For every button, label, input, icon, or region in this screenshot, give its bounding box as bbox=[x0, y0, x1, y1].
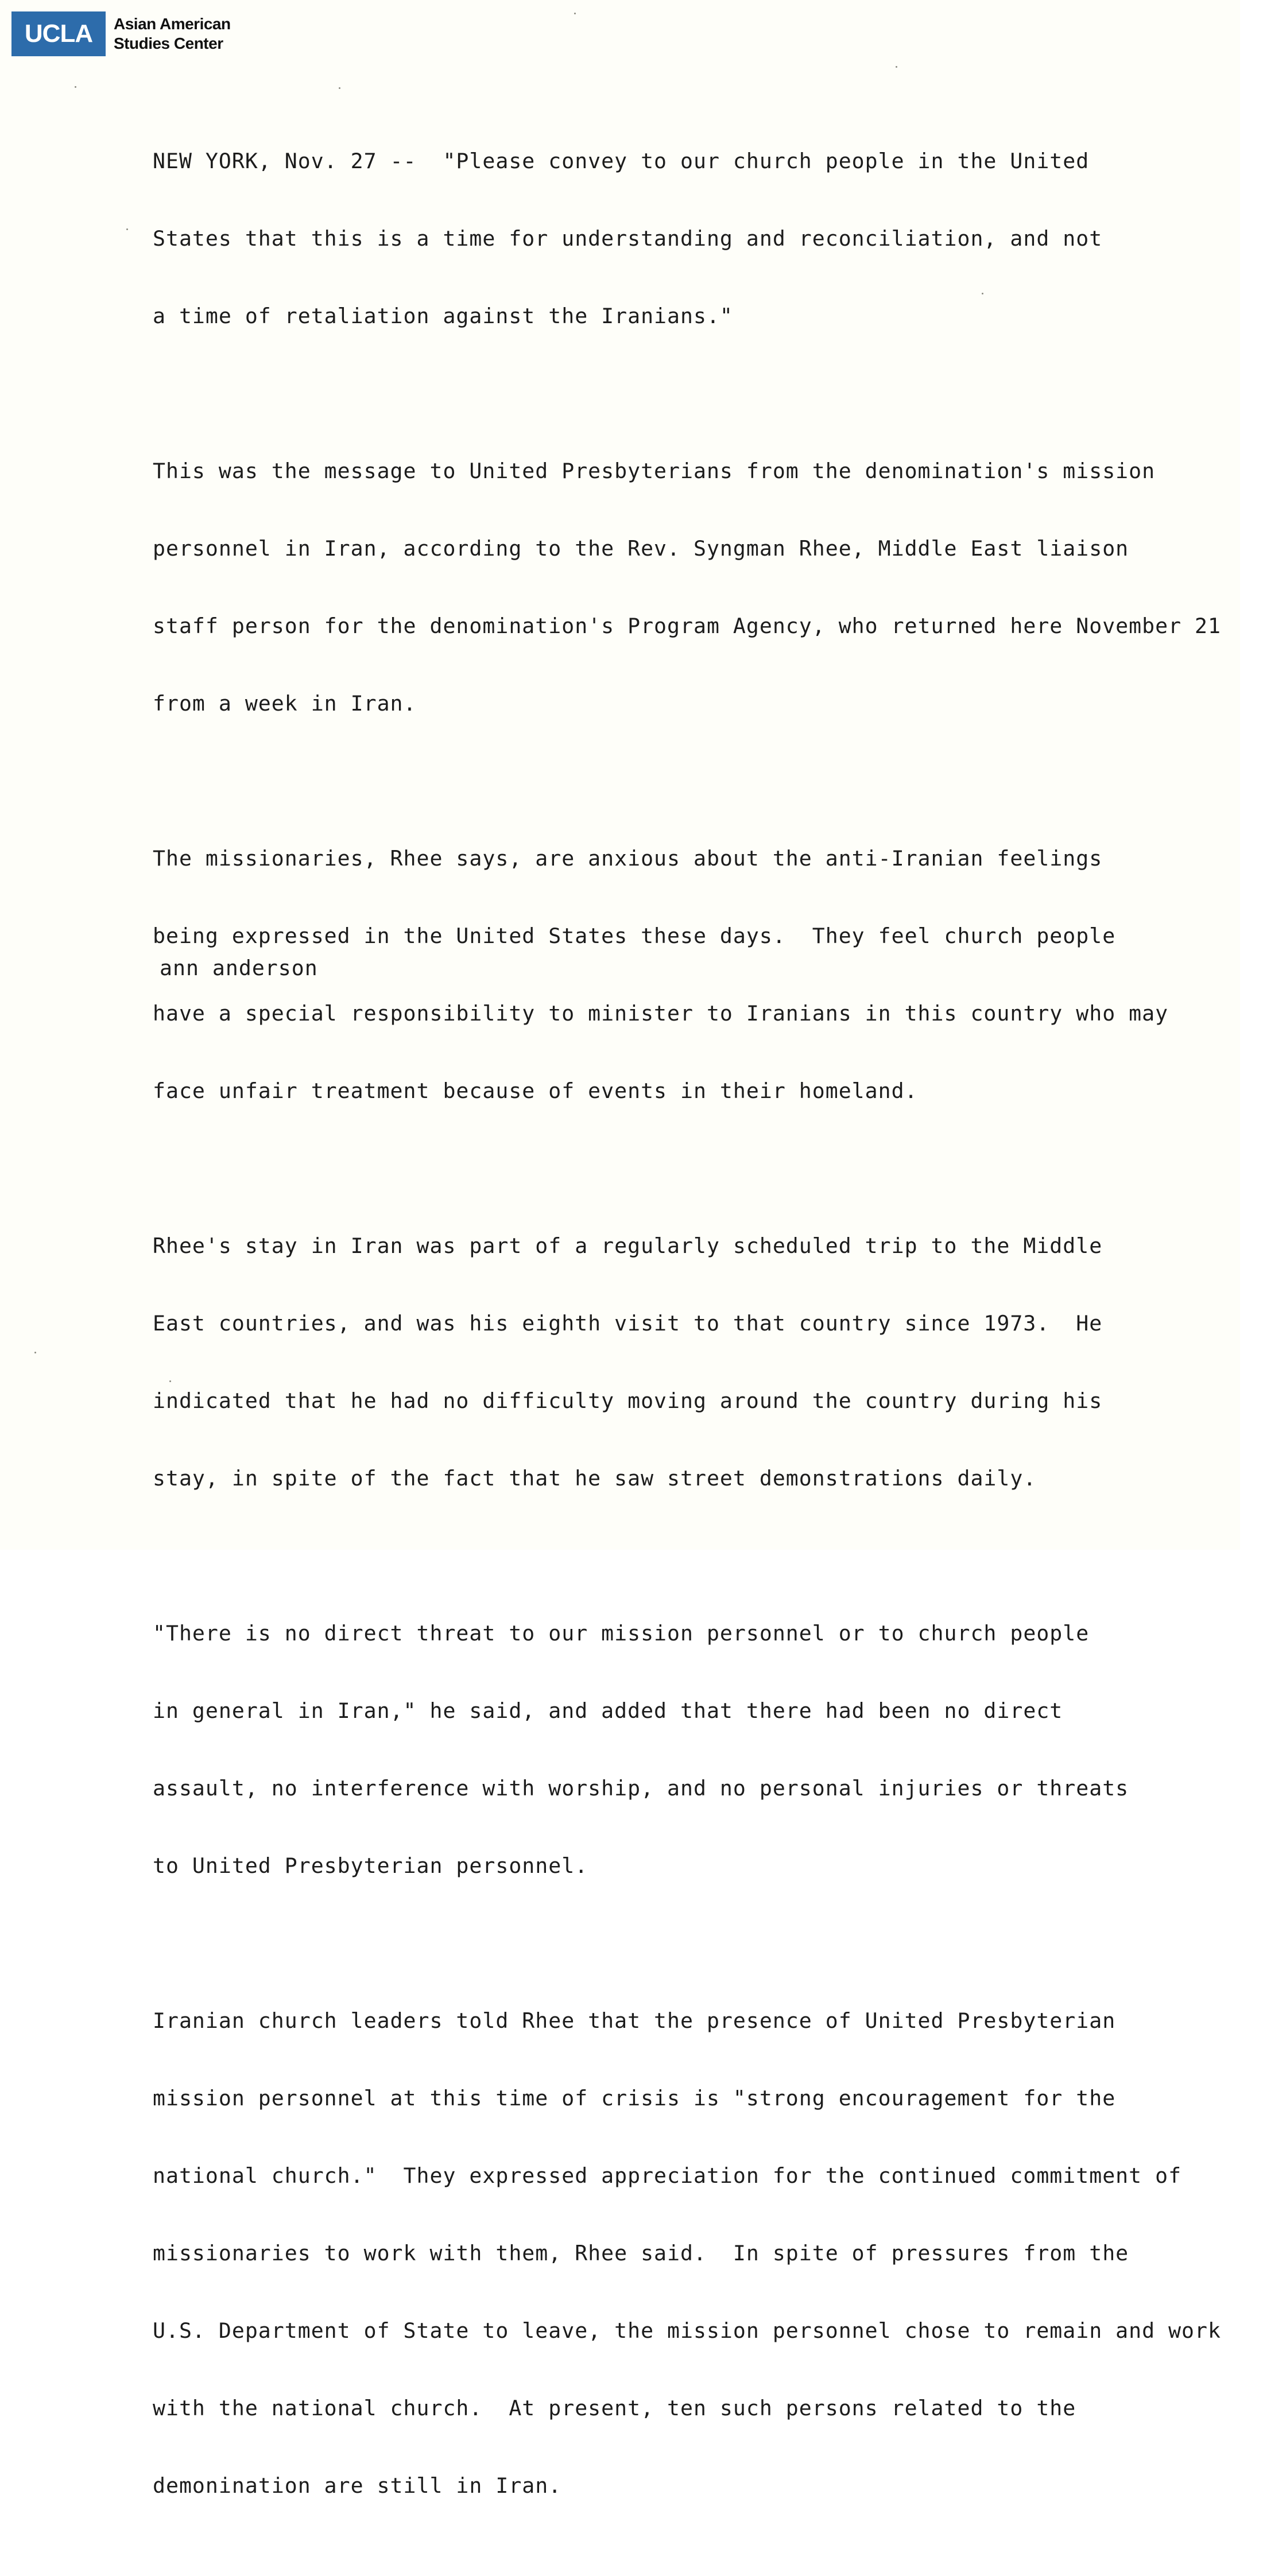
paper-speck bbox=[169, 1380, 171, 1382]
text-line: staff person for the denomination's Program Agency, who returned here November 21 bbox=[153, 614, 1221, 638]
text-line: from a week in Iran. bbox=[153, 691, 417, 716]
text-line: national church." They expressed appreciation for the continued commitment of bbox=[153, 2163, 1182, 2188]
text-line: personnel in Iran, according to the Rev. Syngman Rhee, Middle East liaison bbox=[153, 536, 1129, 561]
text-line: "There is no direct threat to our mission personnel or to church people bbox=[153, 1621, 1090, 1646]
paragraph-6 bbox=[153, 1956, 1221, 2550]
paragraph-1 bbox=[153, 96, 1221, 381]
paper-speck bbox=[126, 228, 128, 230]
logo-wordmark bbox=[114, 14, 231, 53]
ucla-logo-mark: UCLA bbox=[11, 11, 106, 56]
press-release-body bbox=[153, 96, 1221, 2576]
logo-line-1: Asian American bbox=[114, 15, 231, 33]
text-line: being expressed in the United States these days. They feel church people bbox=[153, 924, 1116, 948]
text-line: States that this is a time for understanding and reconciliation, and not bbox=[153, 226, 1103, 251]
text-line: NEW YORK, Nov. 27 -- "Please convey to our church people in the United bbox=[153, 149, 1090, 173]
paragraph-4 bbox=[153, 1181, 1221, 1543]
text-line: This was the message to United Presbyterians from the denomination's mission bbox=[153, 459, 1156, 483]
text-line: a time of retaliation against the Iranians." bbox=[153, 304, 733, 328]
text-line: The missionaries, Rhee says, are anxious about the anti-Iranian feelings bbox=[153, 846, 1103, 871]
text-line: stay, in spite of the fact that he saw street demonstrations daily. bbox=[153, 1466, 1037, 1491]
paper-speck bbox=[982, 293, 983, 294]
text-line: Iranian church leaders told Rhee that the presence of United Presbyterian bbox=[153, 2008, 1116, 2033]
text-line: U.S. Department of State to leave, the mission personnel chose to remain and work bbox=[153, 2318, 1221, 2343]
ucla-asian-american-studies-center-logo bbox=[11, 11, 231, 56]
logo-line-2: Studies Center bbox=[114, 34, 223, 52]
text-line: with the national church. At present, ten such persons related to the bbox=[153, 2396, 1076, 2420]
paper-speck bbox=[34, 1352, 36, 1353]
paper-speck bbox=[574, 13, 576, 14]
text-line: mission personnel at this time of crisis is "strong encouragement for the bbox=[153, 2086, 1116, 2111]
paper-speck bbox=[896, 66, 897, 68]
text-line: have a special responsibility to minister to Iranians in this country who may bbox=[153, 1001, 1169, 1026]
text-line: missionaries to work with them, Rhee said. In spite of pressures from the bbox=[153, 2241, 1129, 2265]
paper-speck bbox=[75, 86, 76, 88]
paragraph-5 bbox=[153, 1569, 1221, 1930]
text-line: to United Presbyterian personnel. bbox=[153, 1853, 588, 1878]
paragraph-2 bbox=[153, 406, 1221, 768]
text-line: face unfair treatment because of events in their homeland. bbox=[153, 1078, 918, 1103]
text-line: in general in Iran," he said, and added that there had been no direct bbox=[153, 1698, 1063, 1723]
text-line: East countries, and was his eighth visit to that country since 1973. He bbox=[153, 1311, 1103, 1336]
text-line: assault, no interference with worship, and no personal injuries or threats bbox=[153, 1776, 1129, 1801]
paper-speck bbox=[339, 87, 340, 89]
author-signature: ann anderson bbox=[160, 956, 318, 980]
text-line: indicated that he had no difficulty moving around the country during his bbox=[153, 1388, 1103, 1413]
text-line: Rhee's stay in Iran was part of a regularly scheduled trip to the Middle bbox=[153, 1233, 1103, 1258]
text-line: demonination are still in Iran. bbox=[153, 2473, 562, 2498]
